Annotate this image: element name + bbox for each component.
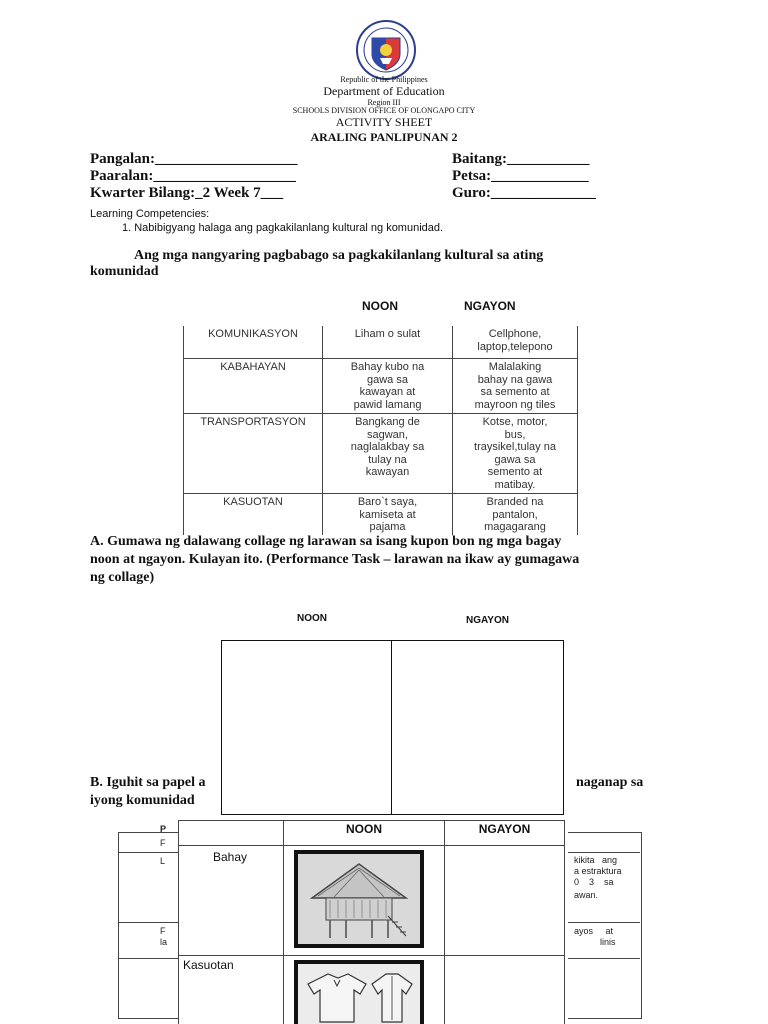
- division-line: SCHOOLS DIVISION OFFICE OF OLONGAPO CITY: [292, 106, 476, 115]
- fragment-right-3: 0 3 sa: [574, 877, 614, 887]
- ngayon-cell: Cellphone, laptop,telepono: [453, 326, 578, 359]
- table-row: [179, 956, 565, 1024]
- kwarter-field: Kwarter Bilang:_2 Week 7___: [90, 185, 284, 201]
- fragment-f2: F: [160, 926, 166, 936]
- table-row: [184, 326, 578, 359]
- fragment-l: L: [160, 856, 166, 866]
- section-a-line-3: ng collage): [90, 570, 155, 585]
- intro-line-1: Ang mga nangyaring pagbabago sa pagkakilanlang kultural sa ating: [134, 248, 544, 263]
- table-row: [179, 846, 565, 956]
- fragment-right-5: ayos at: [574, 926, 614, 936]
- table-row: [184, 494, 578, 536]
- category-cell: KABAHAYAN: [184, 359, 323, 414]
- subject-title: ARALING PANLIPUNAN 2: [310, 130, 458, 144]
- drawing-table-clip: [178, 820, 568, 1024]
- category-cell: KASUOTAN: [184, 494, 323, 536]
- ngayon-column-header: NGAYON: [445, 821, 565, 846]
- noon-cell: Bangkang de sagwan, naglalakbay sa tulay na kawayan: [323, 414, 453, 494]
- baitang-field: Baitang:___________: [452, 151, 590, 167]
- bahay-kubo-sketch-icon: [294, 850, 424, 948]
- drawing-table: [178, 820, 565, 1024]
- collage-noon-label: NOON: [297, 613, 327, 624]
- noon-column-header: NOON: [284, 821, 445, 846]
- petsa-field: Petsa:_____________: [452, 168, 589, 184]
- section-b-line-1-right: naganap sa: [576, 775, 644, 790]
- intro-line-2: komunidad: [90, 264, 159, 279]
- comparison-table-clip: [183, 326, 578, 535]
- ngayon-cell: Malalaking bahay na gawa sa semento at mayroon ng tiles: [453, 359, 578, 414]
- ngayon-column-header: NGAYON: [464, 299, 516, 313]
- fragment-right-2: a estraktura: [574, 866, 622, 876]
- category-cell: KOMUNIKASYON: [184, 326, 323, 359]
- section-a-line-2: noon at ngayon. Kulayan ito. (Performance Task – larawan na ikaw ay gumagawa: [90, 552, 580, 567]
- comparison-table: [183, 326, 578, 535]
- collage-ngayon-label: NGAYON: [466, 615, 509, 626]
- fragment-p: P: [160, 824, 167, 834]
- ngayon-cell: Kotse, motor, bus, traysikel,tulay na gawa sa semento at matibay.: [453, 414, 578, 494]
- table-header-row: [179, 821, 565, 846]
- section-a-line-1: A. Gumawa ng dalawang collage ng larawan sa isang kupon bon ng mga bagay: [90, 534, 562, 549]
- noon-column-header: NOON: [362, 299, 398, 313]
- image-cell: [284, 956, 445, 1024]
- fragment-f: F: [160, 838, 166, 848]
- fragment-la: la: [160, 937, 168, 947]
- fragment-right-4: awan.: [574, 890, 599, 900]
- section-b-line-1-left: B. Iguhit sa papel a: [90, 775, 206, 790]
- noon-cell: Baro`t saya, kamiseta at pajama: [323, 494, 453, 536]
- baro-clothing-sketch-icon: [294, 960, 424, 1024]
- republic-line: Republic of the Philippines: [340, 75, 428, 84]
- category-cell: TRANSPORTASYON: [184, 414, 323, 494]
- competency-item: 1. Nabibigyang halaga ang pagkakilanlang kultural ng komunidad.: [122, 222, 444, 234]
- table-row: [184, 414, 578, 494]
- guro-field: Guro:______________: [452, 185, 596, 201]
- noon-cell: Liham o sulat: [323, 326, 453, 359]
- region-line: Region III: [367, 98, 401, 107]
- deped-seal-icon: [356, 20, 416, 80]
- row-label: Bahay: [179, 846, 284, 956]
- paaralan-field: Paaralan:___________________: [90, 168, 296, 184]
- section-b-line-2: iyong komunidad: [90, 793, 195, 808]
- competencies-label: Learning Competencies:: [90, 208, 210, 220]
- department-line: Department of Education: [323, 84, 445, 98]
- pangalan-field: Pangalan:___________________: [90, 151, 298, 167]
- image-cell: [284, 846, 445, 956]
- sheet-title: ACTIVITY SHEET: [335, 115, 433, 129]
- collage-noon-box[interactable]: [221, 640, 393, 815]
- collage-ngayon-box[interactable]: [391, 640, 564, 815]
- ngayon-cell: Branded na pantalon, magagarang: [453, 494, 578, 536]
- fragment-right-6: linis: [600, 937, 616, 947]
- row-label: Kasuotan: [179, 956, 284, 1024]
- fragment-right-1: kikita ang: [574, 855, 618, 865]
- table-row: [184, 359, 578, 414]
- noon-cell: Bahay kubo na gawa sa kawayan at pawid lamang: [323, 359, 453, 414]
